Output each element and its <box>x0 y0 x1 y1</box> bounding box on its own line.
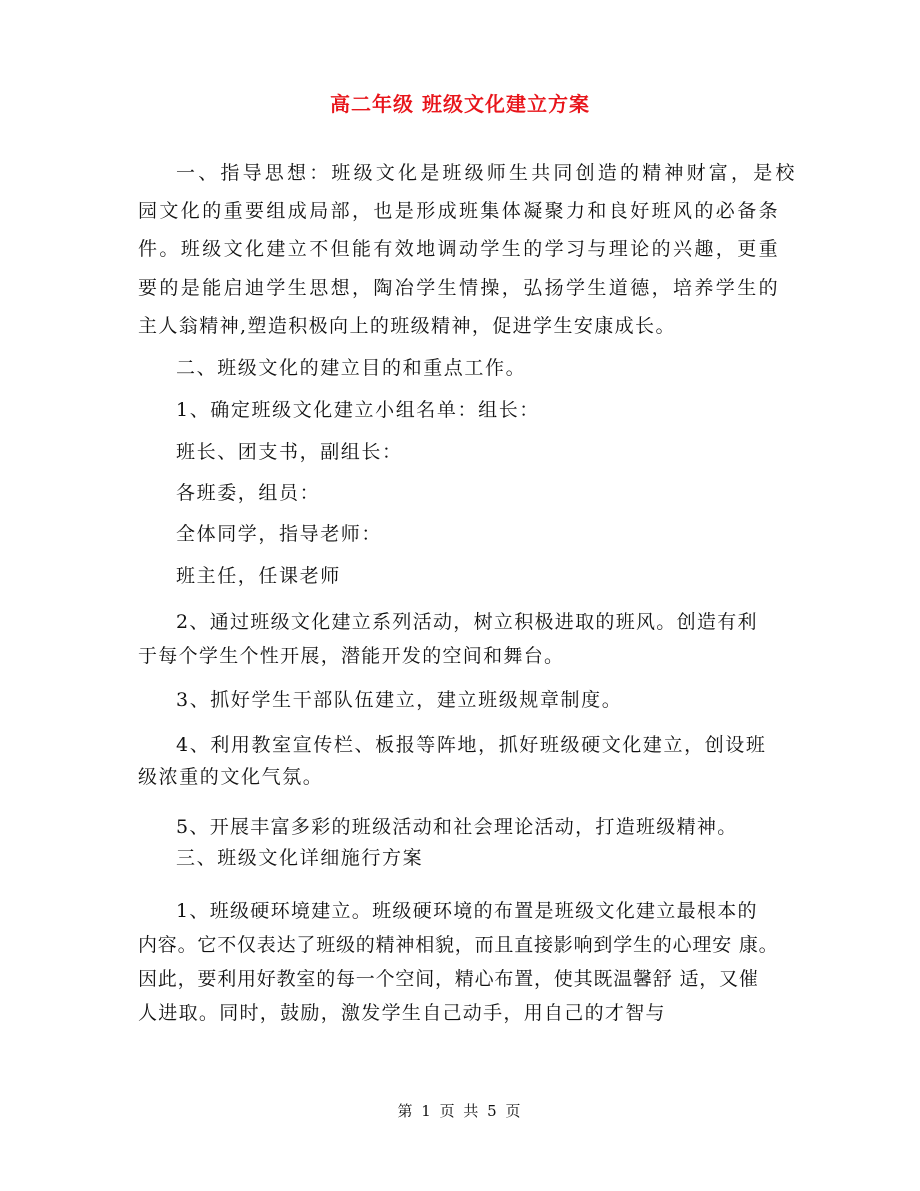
paragraph-line: 级浓重的文化气氛。 <box>138 766 324 788</box>
list-item: 班长、团支书，副组长： <box>176 441 403 463</box>
paragraph-line: 一、指导思想：班级文化是班级师生共同创造的精神财富，是校 <box>176 162 798 184</box>
section-heading: 三、班级文化详细施行方案 <box>176 847 424 869</box>
page-footer: 第 1 页 共 5 页 <box>397 1102 523 1120</box>
paragraph-line: 内容。它不仅表达了班级的精神相貌，而且直接影响到学生的心理安 康。 <box>138 934 779 956</box>
paragraph-line: 主人翁精神,塑造积极向上的班级精神，促进学生安康成长。 <box>138 315 676 337</box>
paragraph-line: 园文化的重要组成局部，也是形成班集体凝聚力和良好班风的必备条 <box>138 200 781 222</box>
paragraph-line: 要的是能启迪学生思想，陶冶学生情操，弘扬学生道德，培养学生的 <box>138 277 781 299</box>
document-title: 高二年级 班级文化建立方案 <box>330 92 590 116</box>
paragraph-line: 5、开展丰富多彩的班级活动和社会理论活动，打造班级精神。 <box>176 816 738 838</box>
paragraph-line: 1、班级硬环境建立。班级硬环境的布置是班级文化建立最根本的 <box>176 900 758 922</box>
paragraph-line: 4、利用教室宣传栏、板报等阵地，抓好班级硬文化建立，创设班 <box>176 734 767 756</box>
paragraph-line: 2、通过班级文化建立系列活动，树立积极进取的班风。创造有利 <box>176 611 758 633</box>
paragraph-line: 于每个学生个性开展，潜能开发的空间和舞台。 <box>138 645 565 667</box>
paragraph-line: 因此，要利用好教室的每一个空间，精心布置，使其既温馨舒 适，又催 <box>138 968 759 990</box>
list-item: 1、确定班级文化建立小组名单：组长： <box>176 399 540 421</box>
section-heading: 二、班级文化的建立目的和重点工作。 <box>176 357 527 379</box>
list-item: 全体同学，指导老师： <box>176 523 383 545</box>
paragraph-line: 件。班级文化建立不但能有效地调动学生的学习与理论的兴趣，更重 <box>138 238 781 260</box>
list-item: 各班委，组员： <box>176 482 321 504</box>
list-item: 班主任，任课老师 <box>176 565 341 587</box>
paragraph-line: 人进取。同时，鼓励，激发学生自己动手，用自己的才智与 <box>138 1002 666 1024</box>
paragraph-line: 3、抓好学生干部队伍建立，建立班级规章制度。 <box>176 689 623 711</box>
